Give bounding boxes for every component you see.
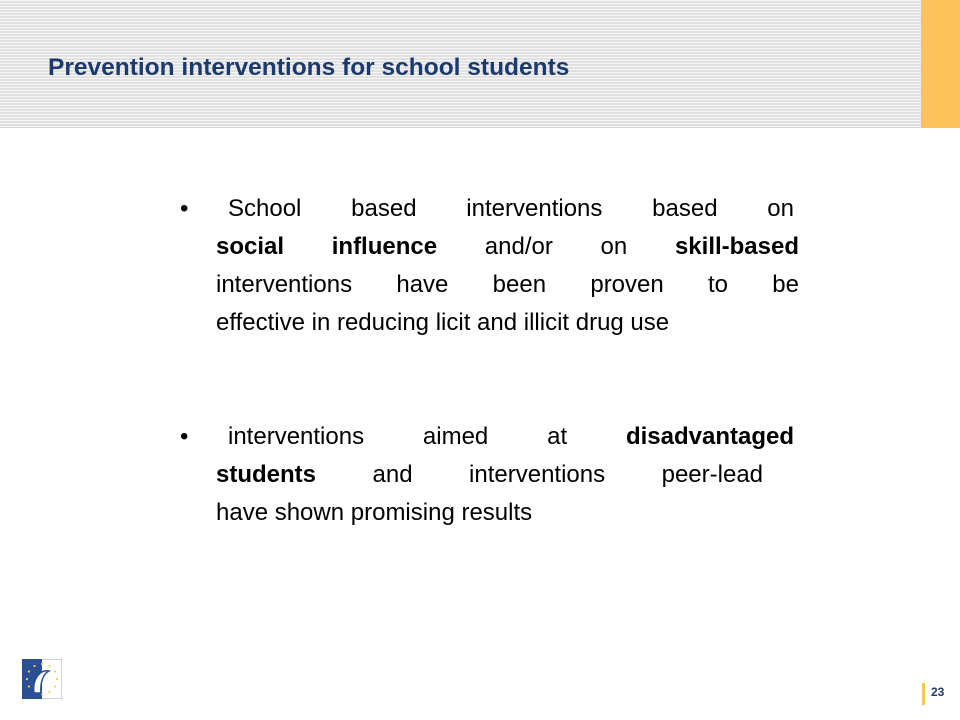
bullet-list (176, 190, 856, 532)
bullet-text: and interventions peer-lead (372, 461, 764, 488)
page-number-bar (922, 683, 925, 705)
bullet-mark: • (180, 423, 189, 450)
bold-term: social influence (216, 233, 438, 260)
slide-title: Prevention interventions for school students (48, 54, 570, 81)
bullet-line (216, 228, 799, 266)
bullet-item (176, 190, 856, 342)
bullet-text: interventions have been proven to be (216, 271, 799, 298)
bullet-item (176, 418, 856, 532)
bullet-text: and/or on (484, 233, 628, 260)
bold-term: disadvantaged (625, 423, 795, 450)
emcdda-logo-icon (22, 659, 62, 699)
accent-tab (921, 0, 960, 128)
bullet-line (216, 418, 794, 456)
bold-term: skill-based (674, 233, 800, 260)
bullet-line (216, 266, 799, 304)
bold-term: students (216, 461, 317, 488)
bullet-text: School based interventions based on (228, 195, 794, 222)
bullet-mark: • (180, 195, 189, 222)
header-divider (0, 127, 921, 128)
bullet-line: effective in reducing licit and illicit drug use (216, 309, 670, 336)
page-number: 23 (931, 685, 945, 699)
bullet-text: interventions aimed at (228, 423, 568, 450)
bullet-line: have shown promising results (216, 499, 533, 526)
bullet-line (216, 190, 794, 228)
bullet-line (216, 456, 763, 494)
